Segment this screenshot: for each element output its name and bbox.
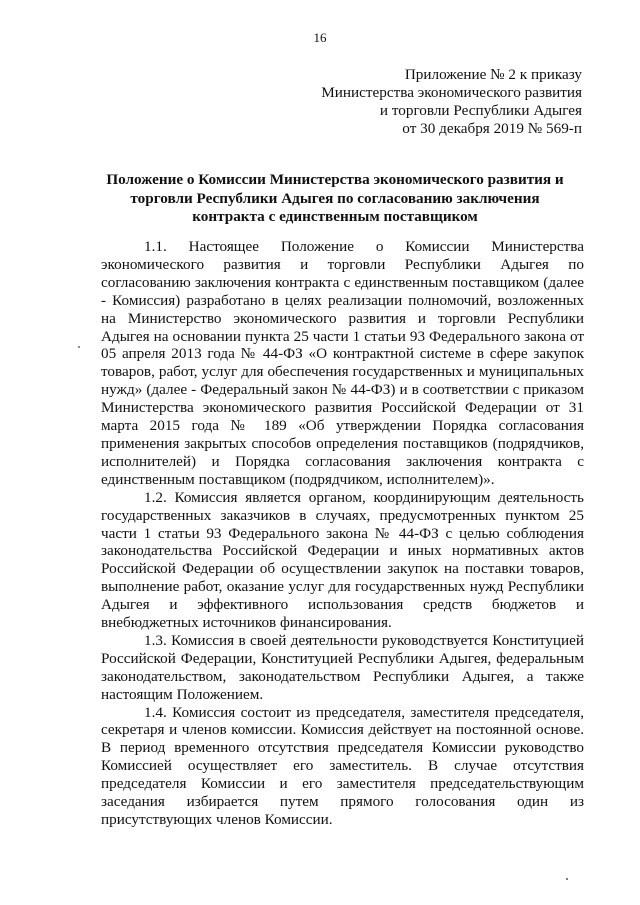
- title-line: Положение о Комиссии Министерства экономического развития и: [106, 171, 564, 188]
- scan-speck: [78, 346, 80, 348]
- paragraph-1-3: 1.3. Комиссия в своей деятельности руководствуется Конституцией Российской Федерации, Конституцией Республики Адыгея, федеральным законодательством, законодательством Республики Адыгея, а также настоящим Положением.: [101, 631, 584, 703]
- title-line: торговли Республики Адыгея по согласованию заключения: [130, 189, 540, 207]
- scan-speck: [566, 878, 568, 880]
- document-title: [100, 171, 570, 227]
- title-line: контракта с единственным поставщиком: [192, 208, 478, 225]
- paragraph-1-2: 1.2. Комиссия является органом, координирующим деятельность государственных заказчиков в случаях, предусмотренных пунктом 25 части 1 статьи 93 Федерального закона № 44-ФЗ с целью соблюдения законодательства Российской Федерации и иных нормативных актов Российской Федерации об осуществлении закупок на поставки товаров, выполнение работ, оказание услуг для государственных нужд Республики Адыгея и эффективного использования средств бюджетов и внебюджетных источников финансирования.: [101, 488, 584, 632]
- document-body: [101, 238, 584, 829]
- appendix-line: Приложение № 2 к приказу: [404, 66, 582, 83]
- paragraph-1-1: 1.1. Настоящее Положение о Комиссии Министерства экономического развития и торговли Республики Адыгея по согласованию заключения контракта с единственным поставщиком (далее - Комиссия) разработано в целях реализации полномочий, возложенных на Министерство экономического развития и торговли Республики Адыгея на основании пункта 25 части 1 статьи 93 Федерального закона от 05 апреля 2013 года № 44-ФЗ «О контрактной системе в сфере закупок товаров, работ, услуг для обеспечения государственных и муниципальных нужд» (далее - Федеральный закон № 44-ФЗ) и в соответствии с приказом Министерства экономического развития Российской Федерации от 31 марта 2015 года № 189 «Об утверждении Порядка согласования применения закрытых способов определения поставщиков (подрядчиков, исполнителей) и Порядка согласования заключения контракта с единственным поставщиком (подрядчиком, исполнителем)».: [101, 238, 584, 488]
- page-number: 16: [313, 30, 327, 45]
- appendix-header: [321, 66, 582, 138]
- paragraph-1-4: 1.4. Комиссия состоит из председателя, заместителя председателя, секретаря и членов комиссии. Комиссия действует на постоянной основе. В период временного отсутствия председателя Комиссии руководство Комиссией осуществляет его заместитель. В случае отсутствия председателя Комиссии и его заместителя председательствующим заседания избирается путем прямого голосования один из присутствующих членов Комиссии.: [101, 703, 584, 828]
- appendix-line: и торговли Республики Адыгея: [379, 102, 582, 119]
- appendix-line: от 30 декабря 2019 № 569-п: [402, 120, 582, 137]
- appendix-line: Министерства экономического развития: [321, 84, 582, 101]
